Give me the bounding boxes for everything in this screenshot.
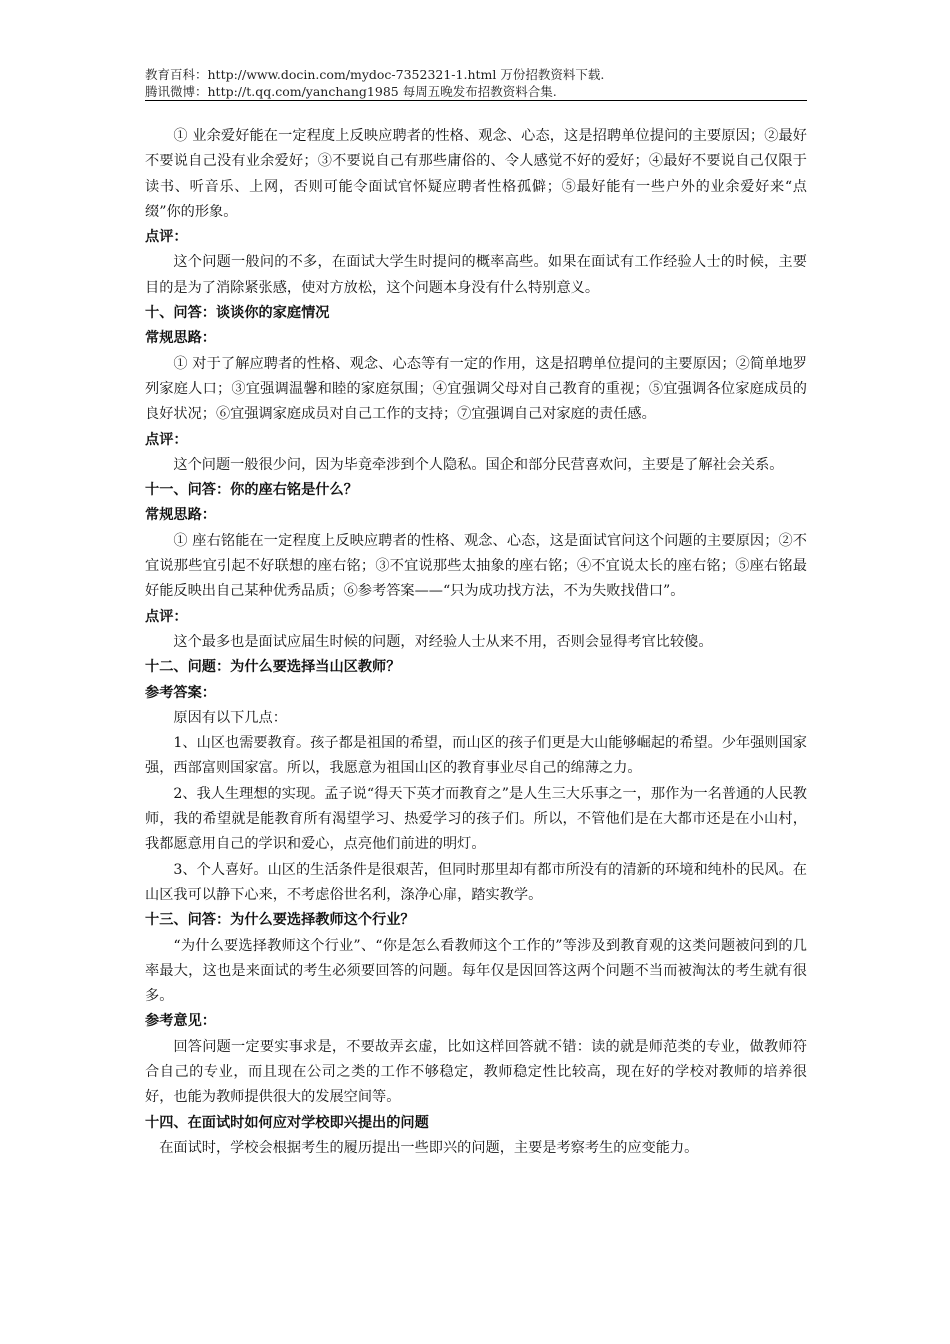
- header-line-weibo: 腾讯微博：http://t.qq.com/yanchang1985 每周五晚发布招教资料合集.: [145, 84, 557, 99]
- paragraph-teacher-answer: 回答问题一定要实事求是，不要故弄玄虚，比如这样回答就不错：读的就是师范类的专业，做教师符合自己的专业，而且现在公司之类的工作不够稳定，教师稳定性比较高，现在好的学校对教师的培养很好，也能为教师提供很大的发展空间等。: [145, 1038, 807, 1106]
- paragraph-reasons-intro: 原因有以下几点：: [173, 709, 287, 726]
- label-reference-answer: 参考答案：: [145, 684, 216, 701]
- section-heading-12: 十二、问题：为什么要选择当山区教师？: [145, 659, 401, 676]
- paragraph-teacher-question: “为什么要选择教师这个行业”、“你是怎么看教师这个工作的”等涉及到教育观的这类问题被问到的几率最大，这也是来面试的考生必须要回答的问题。每年仅是因回答这两个问题不当而被淘汰的考生就有很多。: [145, 937, 807, 1005]
- section-heading-10: 十、问答：谈谈你的家庭情况: [145, 305, 330, 322]
- label-approach: 常规思路：: [145, 507, 216, 524]
- paragraph-motto-approach: ① 座右铭能在一定程度上反映应聘者的性格、观念、心态，这是面试官问这个问题的主要原因；②不宜说那些宜引起不好联想的座右铭；③不宜说那些太抽象的座右铭；④不宜说太长的座右铭；⑤座右铭最好能反映出自己某种优秀品质；⑥参考答案——“只为成功找方法，不为失败找借口”。: [145, 532, 807, 600]
- label-comment: 点评：: [145, 608, 188, 625]
- paragraph-comment: 这个问题一般问的不多，在面试大学生时提问的概率高些。如果在面试有工作经验人士的时候，主要目的是为了消除紧张感，使对方放松，这个问题本身没有什么特别意义。: [145, 254, 807, 296]
- header-divider: [145, 100, 807, 101]
- section-heading-14: 十四、在面试时如何应对学校即兴提出的问题: [145, 1114, 429, 1131]
- paragraph-reason-2: 2、我人生理想的实现。孟子说“得天下英才而教育之”是人生三大乐事之一，那作为一名普通的人民教师，我的希望就是能教育所有渴望学习、热爱学习的孩子们。所以，不管他们是在大都市还是在小山村，我都愿意用自己的学识和爱心，点亮他们前进的明灯。: [145, 785, 807, 853]
- label-comment: 点评：: [145, 229, 188, 246]
- label-reference-opinion: 参考意见：: [145, 1013, 216, 1030]
- header-line-docin: 教育百科：http://www.docin.com/mydoc-7352321-1.html 万份招教资料下载.: [145, 67, 605, 82]
- paragraph-comment: 这个最多也是面试应届生时候的问题，对经验人士从来不用，否则会显得考官比较傻。: [173, 633, 713, 650]
- document-body: [145, 124, 807, 1161]
- paragraph-family-approach: ① 对于了解应聘者的性格、观念、心态等有一定的作用，这是招聘单位提问的主要原因；②简单地罗列家庭人口；③宜强调温馨和睦的家庭氛围；④宜强调父母对自己教育的重视；⑤宜强调各位家庭成员的良好状况；⑥宜强调家庭成员对自己工作的支持；⑦宜强调自己对家庭的责任感。: [145, 355, 807, 423]
- paragraph-reason-3: 3、个人喜好。山区的生活条件是很艰苦，但同时那里却有都市所没有的清新的环境和纯朴的民风。在山区我可以静下心来，不考虑俗世名利，涤净心扉，踏实教学。: [145, 861, 807, 903]
- paragraph-improv-question: 在面试时，学校会根据考生的履历提出一些即兴的问题，主要是考察考生的应变能力。: [159, 1139, 699, 1156]
- section-heading-13: 十三、问答：为什么要选择教师这个行业？: [145, 912, 415, 929]
- paragraph-comment: 这个问题一般很少问，因为毕竟牵涉到个人隐私。国企和部分民营喜欢问，主要是了解社会关系。: [173, 456, 784, 473]
- page-header: [145, 66, 805, 100]
- label-comment: 点评：: [145, 431, 188, 448]
- section-heading-11: 十一、问答：你的座右铭是什么？: [145, 482, 358, 499]
- paragraph-reason-1: 1、山区也需要教育。孩子都是祖国的希望，而山区的孩子们更是大山能够崛起的希望。少年强则国家强，西部富则国家富。所以，我愿意为祖国山区的教育事业尽自己的绵薄之力。: [145, 735, 807, 777]
- label-approach: 常规思路：: [145, 330, 216, 347]
- paragraph-hobby-advice: ① 业余爱好能在一定程度上反映应聘者的性格、观念、心态，这是招聘单位提问的主要原因；②最好不要说自己没有业余爱好；③不要说自己有那些庸俗的、令人感觉不好的爱好；④最好不要说自己仅限于读书、听音乐、上网，否则可能令面试官怀疑应聘者性格孤僻；⑤最好能有一些户外的业余爱好来“点缀”你的形象。: [145, 128, 807, 220]
